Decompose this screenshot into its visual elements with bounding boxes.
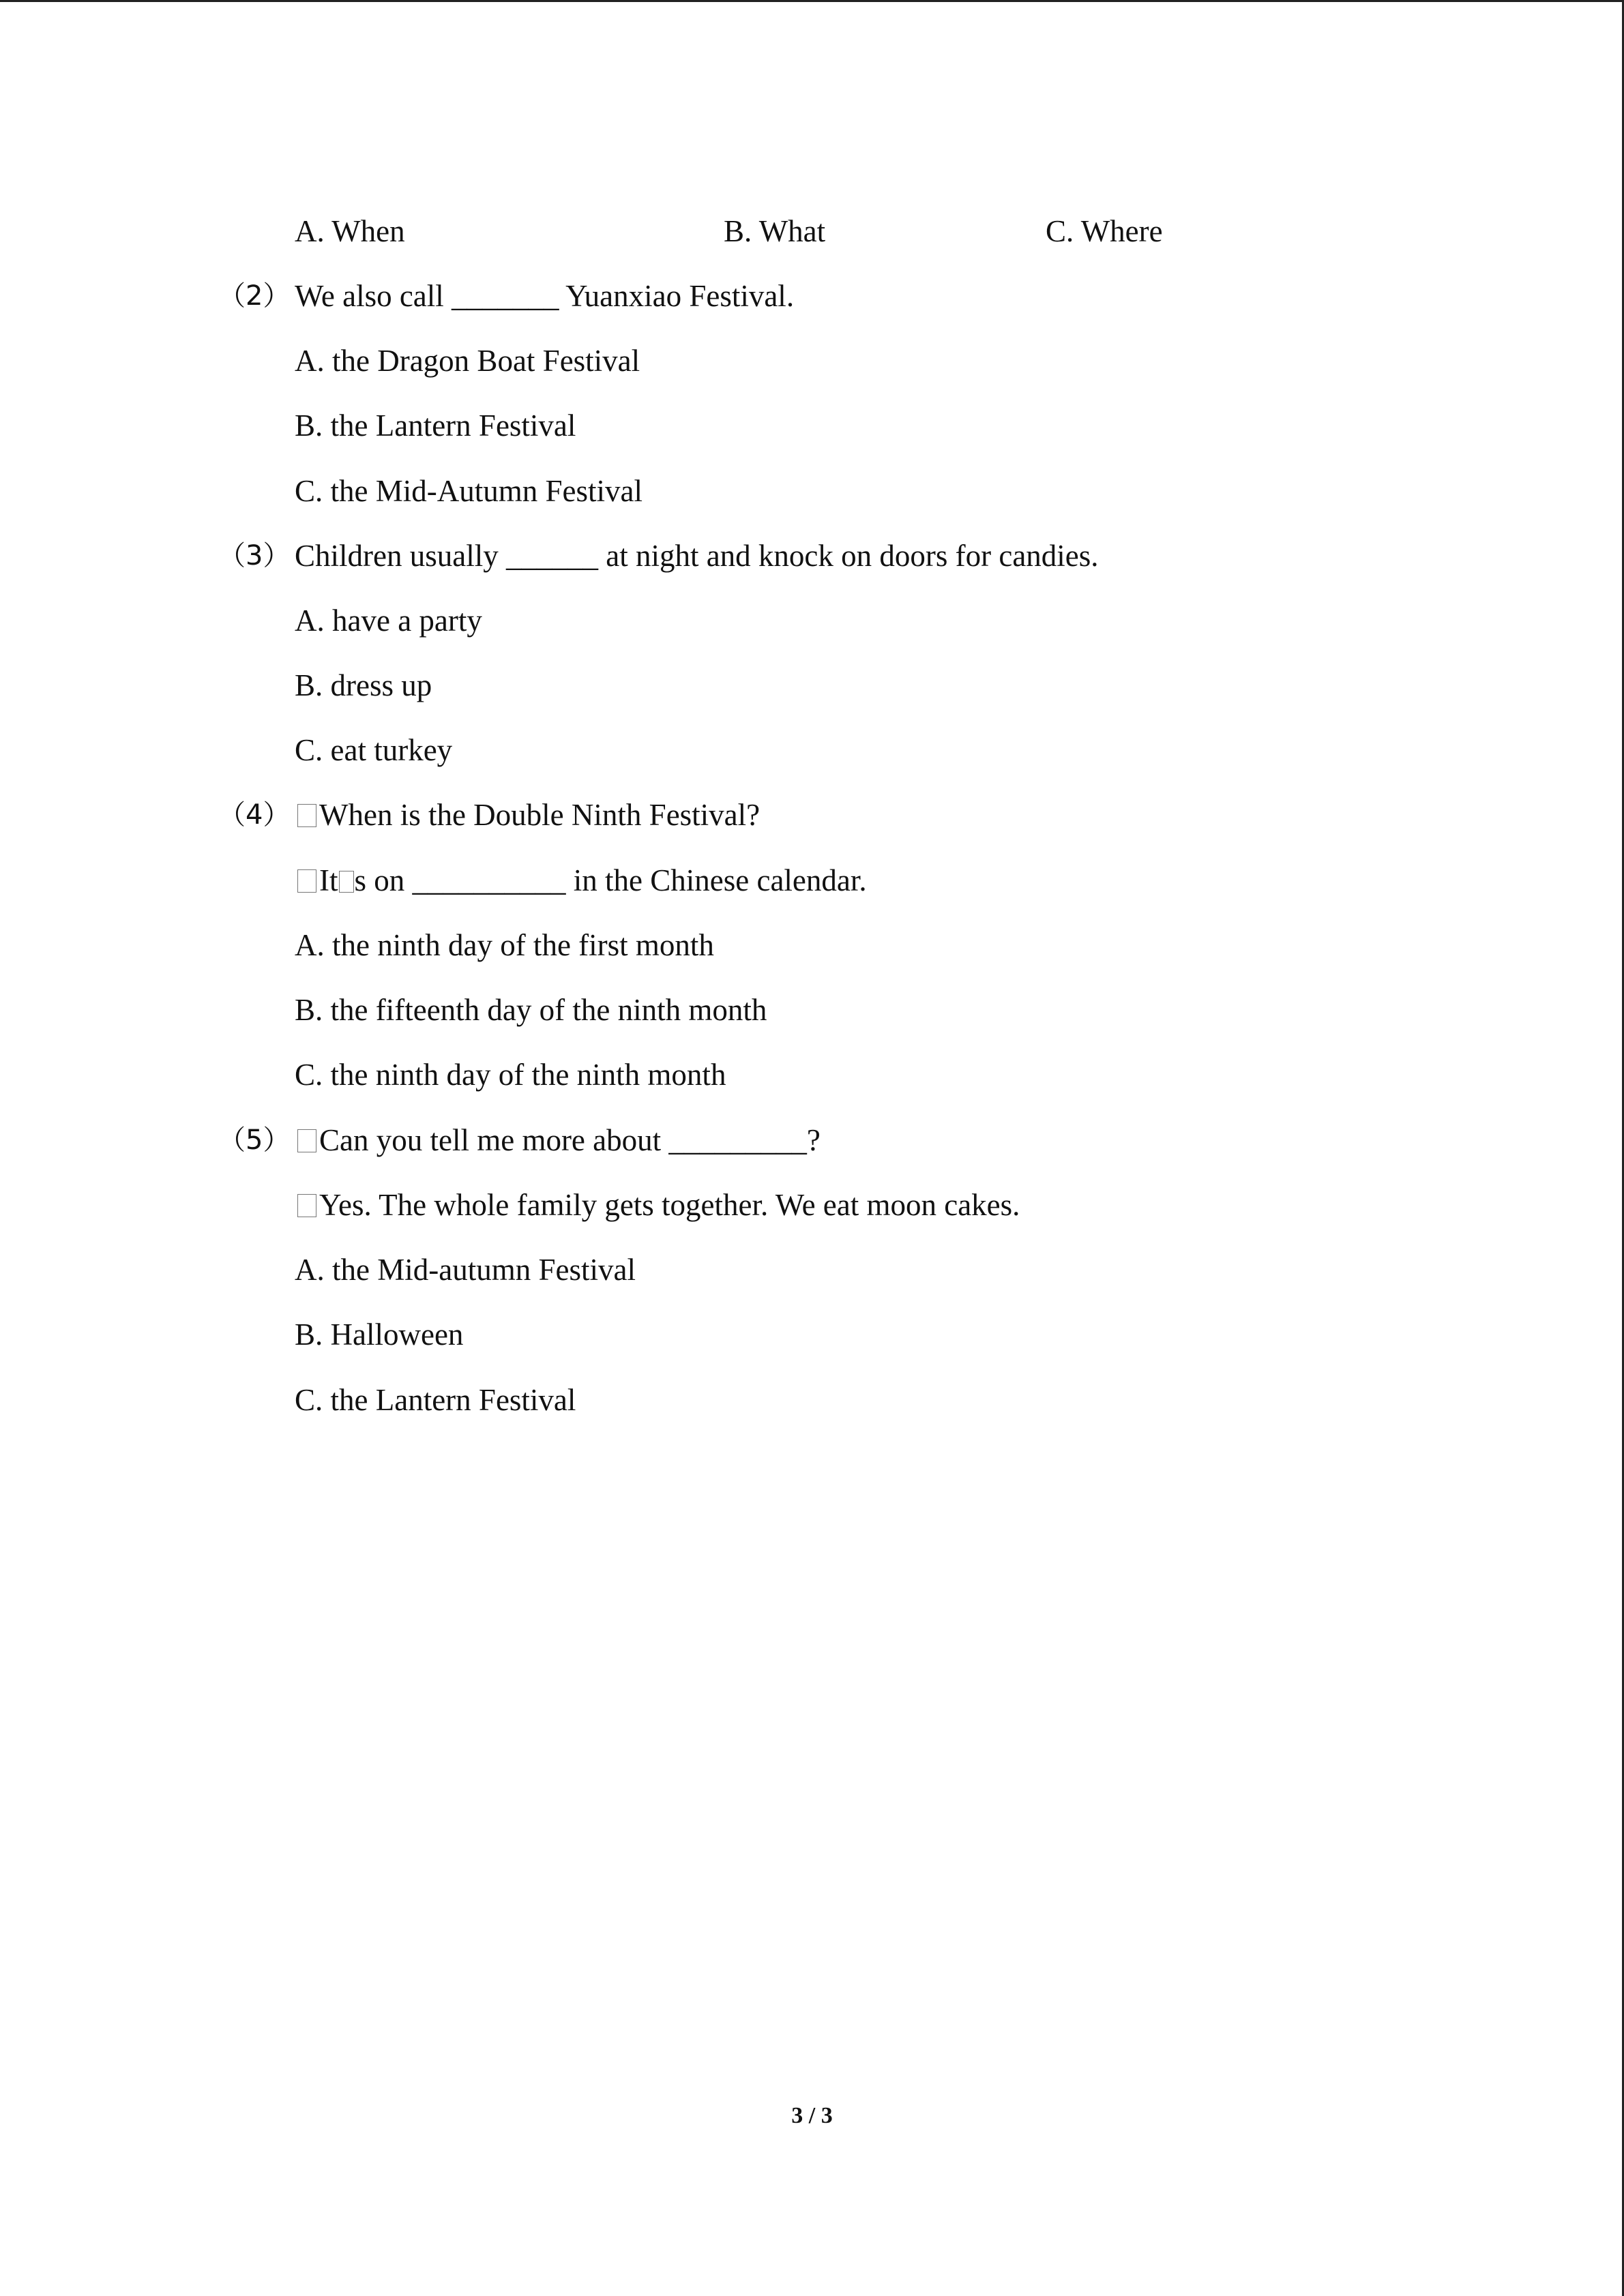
q5-option-a: A. the Mid-autumn Festival (295, 1253, 636, 1287)
q3-number: （3） (218, 540, 291, 571)
q4-dialogue-line-1 (297, 796, 760, 834)
q3-option-b: B. dress up (295, 668, 432, 702)
q4-option-b: B. the fifteenth day of the ninth month (295, 993, 767, 1027)
page-number: 3 / 3 (791, 2103, 833, 2128)
q3-option-c: C. eat turkey (295, 733, 453, 767)
q4-option-a: A. the ninth day of the first month (295, 928, 714, 962)
q4-number: （4） (218, 799, 291, 831)
missing-glyph-box (297, 869, 316, 893)
q4-answer-prefix: It (319, 863, 338, 897)
q1-option-b: B. What (724, 214, 826, 248)
q3-option-a: A. have a party (295, 603, 482, 638)
q2-option-a: A. the Dragon Boat Festival (295, 344, 640, 378)
q5-answer-text: Yes. The whole family gets together. We eat moon cakes. (319, 1188, 1020, 1222)
q4-question-text: When is the Double Ninth Festival? (319, 798, 761, 832)
q5-number: （5） (218, 1124, 291, 1156)
q5-dialogue-line-1 (297, 1121, 821, 1159)
q2-option-b: B. the Lantern Festival (295, 408, 576, 443)
q4-answer-suffix: s on __________ in the Chinese calendar. (354, 863, 867, 897)
q4-option-c: C. the ninth day of the ninth month (295, 1058, 726, 1092)
q3-stem: Children usually ______ at night and knock on doors for candies. (295, 539, 1099, 573)
missing-glyph-box (297, 804, 316, 827)
q2-option-c: C. the Mid-Autumn Festival (295, 474, 643, 508)
q5-dialogue-line-2 (297, 1186, 1020, 1224)
q2-stem: We also call _______ Yuanxiao Festival. (295, 279, 795, 313)
q5-option-c: C. the Lantern Festival (295, 1383, 576, 1417)
missing-apostrophe-box (339, 871, 354, 893)
missing-glyph-box (297, 1129, 316, 1152)
missing-glyph-box (297, 1194, 316, 1217)
q2-number: （2） (218, 280, 291, 312)
q4-dialogue-line-2 (297, 861, 867, 899)
q1-option-a: A. When (295, 214, 405, 248)
q5-question-text: Can you tell me more about _________? (319, 1123, 821, 1157)
q5-option-b: B. Halloween (295, 1317, 464, 1352)
q1-option-c: C. Where (1046, 214, 1163, 248)
